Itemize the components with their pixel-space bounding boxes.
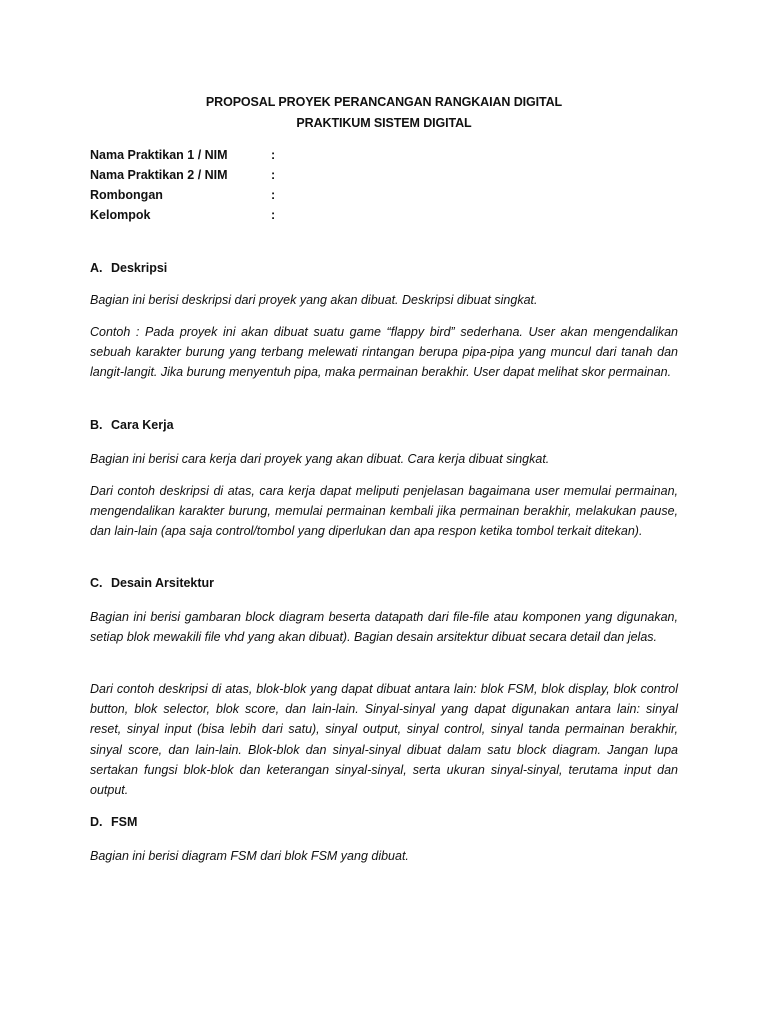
title-line-1: PROPOSAL PROYEK PERANCANGAN RANGKAIAN DIGITAL bbox=[205, 95, 563, 109]
paragraph-cara-kerja-contoh: Dari contoh deskripsi di atas, cara kerja dapat meliputi penjelasan bagaimana user memulai permainan, mengendalikan karakter burung, memulai permainan kembali jika permainan berakhir, melakukan pause, dan lain-lain (apa saja control/tombol yang diperlukan dan apa respon ketika tombol terkait ditekan). bbox=[90, 484, 678, 539]
title-line-2: PRAKTIKUM SISTEM DIGITAL bbox=[296, 116, 472, 130]
id-field-colon: : bbox=[271, 188, 276, 202]
section-letter: C. bbox=[90, 576, 103, 590]
id-field-rombongan bbox=[90, 185, 490, 205]
section-title: Desain Arsitektur bbox=[111, 576, 215, 590]
id-field-label: Kelompok bbox=[90, 208, 151, 222]
id-field-colon: : bbox=[271, 168, 276, 182]
section-title: Deskripsi bbox=[111, 261, 168, 275]
id-field-label: Rombongan bbox=[90, 188, 163, 202]
id-field-praktikan-2 bbox=[90, 165, 490, 185]
id-field-praktikan-1 bbox=[90, 145, 490, 165]
identity-fields bbox=[90, 145, 490, 225]
section-letter: D. bbox=[90, 815, 103, 829]
id-field-label: Nama Praktikan 1 / NIM bbox=[90, 148, 228, 162]
section-heading-fsm bbox=[90, 812, 137, 832]
document-title bbox=[0, 92, 768, 134]
section-letter: A. bbox=[90, 261, 103, 275]
id-field-kelompok bbox=[90, 205, 490, 225]
section-title: Cara Kerja bbox=[111, 418, 174, 432]
paragraph-fsm-intro: Bagian ini berisi diagram FSM dari blok FSM yang dibuat. bbox=[90, 849, 409, 863]
paragraph-cara-kerja-intro: Bagian ini berisi cara kerja dari proyek yang akan dibuat. Cara kerja dibuat singkat. bbox=[90, 452, 550, 466]
section-heading-desain-arsitektur bbox=[90, 573, 214, 593]
paragraph-deskripsi-contoh: Contoh : Pada proyek ini akan dibuat suatu game “flappy bird” sederhana. User akan mengendalikan sebuah karakter burung yang terbang melewati rintangan berupa pipa-pipa yang muncul dari tanah dan langit-langit. Jika burung menyentuh pipa, maka permainan berakhir. User dapat melihat skor permainan. bbox=[90, 325, 678, 380]
section-heading-cara-kerja bbox=[90, 415, 174, 435]
paragraph-desain-intro: Bagian ini berisi gambaran block diagram beserta datapath dari file-file atau komponen yang digunakan, setiap blok mewakili file vhd yang akan dibuat). Bagian desain arsitektur dibuat secara detail dan jelas. bbox=[90, 610, 678, 645]
section-letter: B. bbox=[90, 418, 103, 432]
id-field-label: Nama Praktikan 2 / NIM bbox=[90, 168, 228, 182]
section-title: FSM bbox=[111, 815, 138, 829]
paragraph-desain-contoh: Dari contoh deskripsi di atas, blok-blok yang dapat dibuat antara lain: blok FSM, blok display, blok control button, blok selector, blok score, dan lain-lain. Sinyal-sinyal yang dapat digunakan antara lain: sinyal reset, sinyal input (bisa lebih dari satu), sinyal output, sinyal control, sinyal tanda permainan berakhir, sinyal score, dan lain-lain. Blok-blok dan sinyal-sinyal dibuat dalam satu block diagram. Jangan lupa sertakan fungsi blok-blok dan keterangan sinyal-sinyal, serta ukuran sinyal-sinyal, terutama input dan output. bbox=[90, 682, 678, 798]
paragraph-deskripsi-intro: Bagian ini berisi deskripsi dari proyek yang akan dibuat. Deskripsi dibuat singkat. bbox=[90, 293, 538, 307]
section-heading-deskripsi bbox=[90, 258, 167, 278]
id-field-colon: : bbox=[271, 208, 276, 222]
id-field-colon: : bbox=[271, 148, 276, 162]
